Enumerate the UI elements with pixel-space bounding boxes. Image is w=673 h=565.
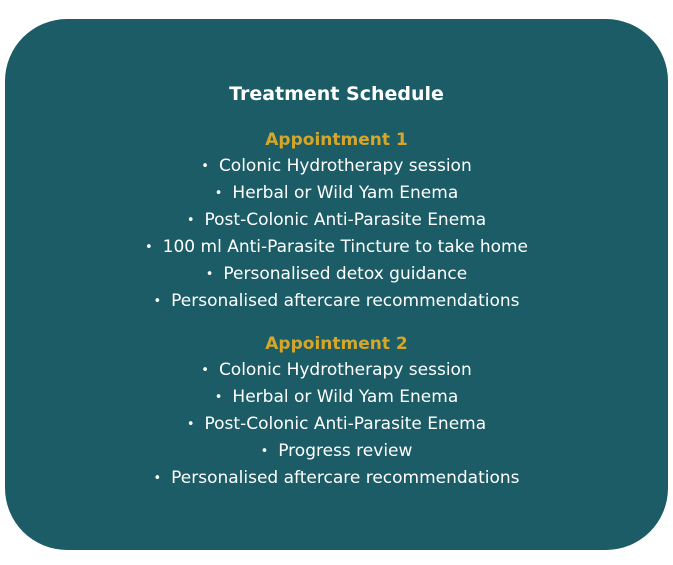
list-item (5, 357, 668, 384)
appointment-1-list (5, 153, 668, 315)
bullet-icon: • (201, 159, 209, 174)
appointment-2-list (5, 357, 668, 492)
list-item-text: Personalised aftercare recommendations (171, 468, 520, 488)
list-item-text: 100 ml Anti-Parasite Tincture to take home (162, 237, 529, 257)
list-item-text: Progress review (278, 441, 413, 461)
appointment-1-section (5, 127, 668, 315)
list-item (5, 180, 668, 207)
appointment-2-heading: Appointment 2 (265, 334, 408, 354)
bullet-icon: • (186, 417, 195, 432)
bullet-icon: • (153, 471, 162, 486)
appointment-1-heading: Appointment 1 (265, 130, 408, 150)
list-item (5, 288, 668, 315)
list-item-text: Personalised aftercare recommendations (171, 291, 520, 311)
list-item-text: Herbal or Wild Yam Enema (232, 183, 459, 203)
bullet-icon: • (214, 186, 223, 201)
list-item-text: Herbal or Wild Yam Enema (232, 387, 459, 407)
list-item-text: Personalised detox guidance (223, 264, 468, 284)
treatment-schedule-card (5, 19, 668, 550)
appointment-2-section (5, 331, 668, 492)
list-item-text: Colonic Hydrotherapy session (218, 156, 472, 176)
bullet-icon: • (260, 444, 269, 459)
bullet-icon: • (201, 363, 209, 378)
list-item-text: Post-Colonic Anti-Parasite Enema (204, 210, 487, 230)
list-item (5, 438, 668, 465)
list-item (5, 465, 668, 492)
bullet-icon: • (153, 294, 162, 309)
list-item (5, 153, 668, 180)
bullet-icon: • (144, 240, 153, 255)
list-item (5, 234, 668, 261)
bullet-icon: • (214, 390, 223, 405)
card-title: Treatment Schedule (229, 83, 444, 105)
list-item-text: Colonic Hydrotherapy session (218, 360, 472, 380)
list-item (5, 207, 668, 234)
bullet-icon: • (205, 267, 214, 282)
list-item (5, 411, 668, 438)
bullet-icon: • (186, 213, 195, 228)
list-item (5, 384, 668, 411)
list-item (5, 261, 668, 288)
list-item-text: Post-Colonic Anti-Parasite Enema (204, 414, 487, 434)
